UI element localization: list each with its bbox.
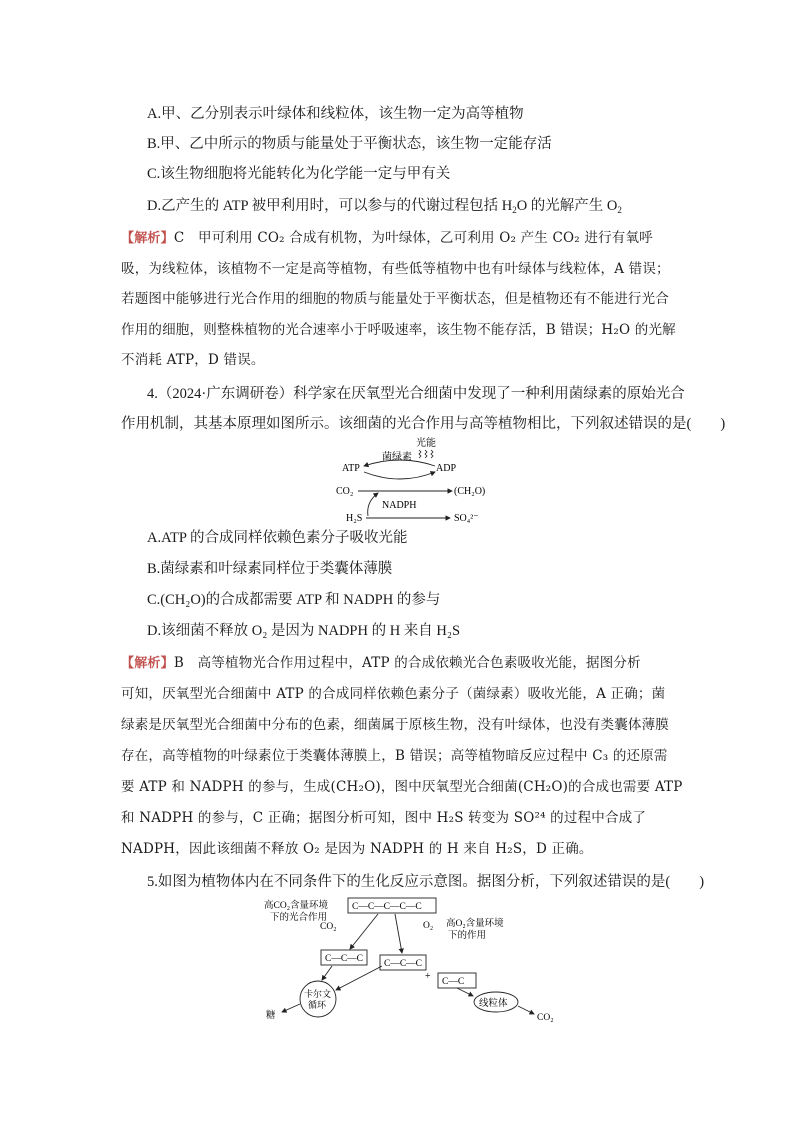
q3-analysis-line-3: 若题图中能够进行光合作用的细胞的物质与能量处于平衡状态，但是植物还有不能进行光合 [121,291,669,307]
q5-right-label-1: 高O₂含量环境 [446,919,504,929]
q4-analysis-line-7: NADPH，因此该细菌不释放 O₂ 是因为 NADPH 的 H 来自 H₂S，D 正确。 [121,841,593,857]
q3-analysis-line-5: 不消耗 ATP，D 错误。 [121,352,265,368]
q3-analysis-tag: 【解析】 [121,231,174,246]
q4-option-c: C.(CH₂O)的合成都需要 ATP 和 NADPH 的参与 [147,592,441,608]
q4-light-wave-3 [431,450,433,458]
q4-option-b: B.菌绿素和叶绿素同样位于类囊体薄膜 [147,561,393,577]
q3-option-d-sub2: 2 [617,205,622,215]
q5-c3-mid-to-calvin-arrow [336,966,382,990]
q3-option-a: A.甲、乙分别表示叶绿体和线粒体，该生物一定为高等植物 [147,106,524,122]
q3-analysis-text-1: C 甲可利用 CO₂ 合成有机物，为叶绿体，乙可利用 O₂ 产生 CO₂ 进行有氧呼 [173,230,653,246]
q4-light-label: 光能 [416,438,436,449]
q4-analysis-tag: 【解析】 [121,656,174,671]
q3-option-d-sub1: 2 [512,205,517,215]
q4-analysis-line-6: 和 NADPH 的参与，C 正确；据图分析可知，图中 H₂S 转变为 SO²⁴ 的过程中合成了 [121,810,647,826]
q4-analysis-line-4: 存在，高等植物的叶绿素位于类囊体薄膜上，B 错误；高等植物暗反应过程中 C₃ 的还原需 [121,748,668,764]
q3-option-d-part2: O 的光解产生 O [516,198,618,214]
q4-analysis-line-2: 可知，厌氧型光合细菌中 ATP 的合成同样依赖色素分子（菌绿素）吸收光能，A 正确；菌 [121,686,666,702]
q4-analysis-line-1 [121,653,641,674]
q5-c2-to-mito-arrow [457,988,473,996]
q3-analysis-line-4: 作用的细胞，则整株植物的光合速率小于呼吸速率，该生物不能存活，B 错误；H₂O 的光解 [121,322,676,338]
q4-stem-line-2: 作用机制，其基本原理如图所示。该细菌的光合作用与高等植物相比，下列叙述错误的是( ) [121,416,726,432]
q4-light-wave-1 [419,450,421,458]
q3-option-b: B.甲、乙中所示的物质与能量处于平衡状态，该生物一定能存活 [147,136,552,152]
q5-diagram [260,894,580,1026]
q5-c3-left-to-calvin-arrow [322,966,332,980]
q3-option-d [147,196,622,220]
q4-ch2o-label: (CH₂O) [454,486,486,497]
q4-option-a: A.ATP 的合成同样依赖色素分子吸收光能 [147,530,408,546]
q4-atp-to-adp-arc [364,472,435,479]
q5-mito-to-co2-arrow [518,1006,534,1014]
q5-calvin-label-2: 循环 [308,1000,327,1010]
q5-o2-in-label: O₂ [423,921,434,931]
q4-analysis-line-5: 要 ATP 和 NADPH 的参与，生成(CH₂O)，图中厌氧型光合细菌(CH₂O)的合成也需要 ATP [121,779,683,795]
q5-calvin-cycle-circle [300,981,336,1017]
q3-option-d-part1: D.乙产生的 ATP 被甲利用时，可以参与的代谢过程包括 H [147,198,513,214]
q5-calvin-to-sugar-arrow [282,1004,300,1012]
q5-co2-in-label: CO₂ [320,922,337,932]
q4-analysis-line-3: 绿素是厌氧型光合细菌中分布的色素，细菌属于原核生物，没有叶绿体，也没有类囊体薄膜 [121,717,669,733]
q5-left-label-2: 下的光合作用 [270,913,328,923]
q5-mito-label: 线粒体 [479,999,508,1009]
q5-c5-label: C—C—C—C—C [352,902,422,912]
q5-c3-mid-label: C—C—C [384,959,423,969]
q4-pigment-label: 菌绿素 [382,452,412,463]
q3-option-c: C.该生物细胞将光能转化为化学能一定与甲有关 [147,166,451,182]
q5-c2-label: C—C [442,977,465,987]
q5-right-label-2: 下的作用 [448,931,487,941]
q5-c5-to-c3-left-arrow [350,914,378,949]
q5-stem: 5.如图为植物体内在不同条件下的生化反应示意图。据图分析，下列叙述错误的是( ) [147,874,705,890]
q5-c5-to-c3-mid-arrow [395,914,402,953]
q5-calvin-label-1: 卡尔文 [304,989,332,999]
q4-co2-label: CO₂ [336,486,354,497]
q5-left-label-1: 高CO₂含量环境 [264,901,329,911]
q4-adp-label: ADP [436,463,457,474]
q3-analysis-line-1 [121,228,653,249]
q5-sugar-label: 糖 [266,1011,276,1021]
q5-co2-out-label: CO₂ [537,1013,554,1023]
q4-nadph-arrow [368,493,378,516]
q5-plus-sign: + [425,971,431,982]
q4-diagram [330,436,500,526]
q4-h2s-label: H₂S [346,513,363,524]
q4-analysis-text-1: B 高等植物光合作用过程中，ATP 的合成依赖光合色素吸收光能，据图分析 [173,655,641,671]
q3-analysis-line-2: 吸，为线粒体，该植物不一定是高等植物，有些低等植物中也有叶绿体与线粒体，A 错误； [121,261,670,277]
q4-stem-line-1: 4.（2024·广东调研卷）科学家在厌氧型光合细菌中发现了一种利用菌绿素的原始光合 [147,386,685,402]
q4-light-wave-2 [425,450,427,458]
q4-nadph-label: NADPH [382,500,417,511]
q4-so4-label: SO₄²⁻ [454,513,479,524]
q5-c3-left-label: C—C—C [325,954,364,964]
q4-option-d: D.该细菌不释放 O₂ 是因为 NADPH 的 H 来自 H₂S [147,623,461,639]
q4-atp-label: ATP [342,463,360,474]
